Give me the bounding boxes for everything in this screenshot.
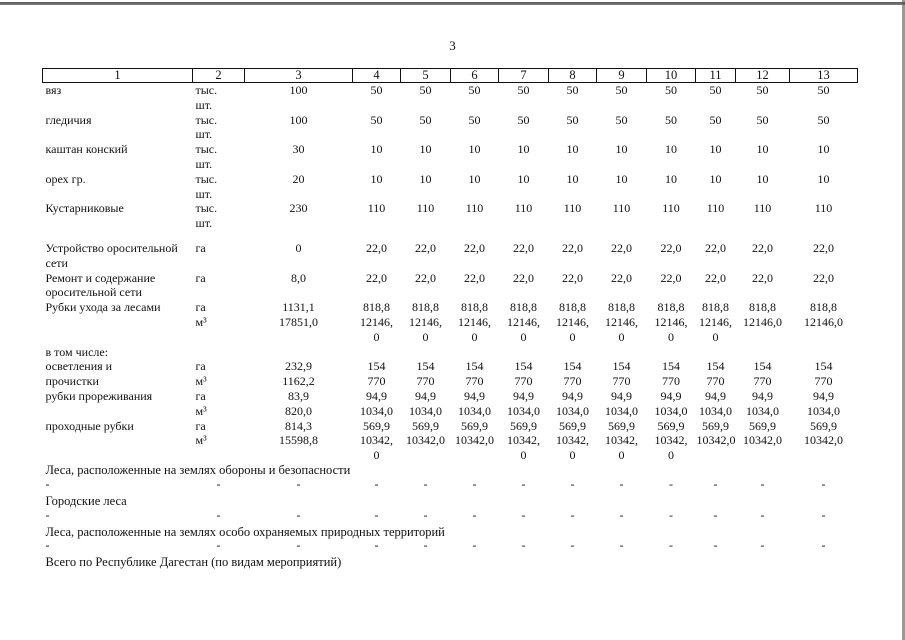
dash-cell: - — [570, 539, 575, 553]
value-cell: 10 — [566, 142, 579, 157]
value-cell: 110 — [563, 201, 582, 216]
dash-cell: - — [619, 477, 624, 491]
dash-cell: - — [669, 508, 673, 522]
value-cell: 818,8 12146, 0 — [654, 300, 688, 344]
value-cell: 50 — [817, 112, 830, 127]
column-header-11: 11 — [696, 69, 736, 83]
value-cell: 10 — [817, 171, 830, 186]
value-cell: 10 — [615, 142, 628, 157]
dash-cell: - — [423, 508, 428, 522]
dash-cell: - — [374, 508, 379, 522]
column-header-8: 8 — [549, 69, 597, 83]
value-cell: 154 770 — [465, 359, 484, 389]
value-cell: 94,9 1034,0 — [654, 388, 688, 418]
spacer-row — [43, 231, 858, 241]
dash-cell: - — [713, 508, 718, 522]
dash-cell: - — [760, 539, 765, 553]
value-cell — [647, 345, 696, 360]
dash-cell: - — [669, 477, 673, 491]
measure-name: каштан конский — [45, 142, 128, 157]
value-cell: 22,0 — [752, 240, 773, 255]
value-cell: 22,0 — [562, 270, 583, 285]
column-header-1: 1 — [43, 69, 193, 83]
value-cell: 50 — [665, 83, 677, 97]
value-cell: 50 — [817, 83, 830, 97]
value-cell: 154 770 — [367, 359, 386, 389]
measure-name: Рубки ухода за лесами — [45, 300, 161, 315]
measure-name: вяз — [45, 83, 62, 97]
value-cell: 569,9 10342, 0 — [507, 418, 540, 463]
unit-cell: тыс. шт. — [195, 171, 218, 201]
value-cell: 818,8 12146, 0 — [556, 300, 589, 344]
value-cell: 818,8 12146,0 — [743, 300, 782, 329]
value-cell: 110 — [416, 201, 435, 216]
total-cell: 30 — [292, 142, 305, 157]
value-cell: 22,0 — [611, 240, 632, 255]
section-heading-row — [43, 525, 858, 540]
table-row — [43, 172, 858, 202]
empty-values-row — [43, 509, 858, 525]
unit-cell: тыс. шт. — [195, 83, 218, 112]
column-header-2: 2 — [193, 69, 245, 83]
value-cell: 10 — [517, 142, 530, 157]
dash-cell: - — [521, 539, 526, 553]
table-row — [43, 271, 858, 301]
dash-cell: - — [472, 508, 477, 522]
page-number: 3 — [449, 38, 456, 53]
measure-name: осветления и прочистки — [45, 359, 113, 389]
value-cell: 10 — [468, 171, 481, 186]
value-cell: 94,9 1034,0 — [507, 388, 540, 418]
column-header-10: 10 — [647, 69, 696, 83]
value-cell: 569,9 10342,0 — [743, 418, 782, 448]
value-cell — [790, 345, 858, 360]
value-cell: 22,0 — [705, 270, 726, 285]
dash-cell: - — [521, 477, 526, 491]
value-cell: 10 — [468, 142, 481, 157]
value-cell: 10 — [370, 171, 383, 186]
value-cell: 50 — [517, 112, 530, 127]
value-cell: 22,0 — [513, 270, 534, 285]
measure-name: рубки прореживания — [45, 388, 153, 403]
value-cell: 22,0 — [415, 270, 436, 285]
value-cell: 10 — [665, 171, 677, 186]
value-cell: 569,9 10342, 0 — [556, 418, 589, 463]
value-cell: 50 — [370, 112, 383, 127]
value-cell: 10 — [817, 142, 830, 157]
section-heading: Леса, расположенные на землях обороны и безопасности — [45, 462, 351, 477]
column-header-5: 5 — [401, 69, 451, 83]
unit-cell — [193, 345, 245, 360]
column-header-7: 7 — [499, 69, 549, 83]
measure-name: в том числе: — [45, 344, 109, 359]
column-header-6: 6 — [451, 69, 499, 83]
value-cell: 50 — [566, 112, 579, 127]
value-cell: 22,0 — [464, 270, 485, 285]
value-cell — [353, 345, 401, 360]
table-body — [43, 83, 858, 571]
value-cell: 154 770 — [612, 359, 631, 389]
table-row — [43, 300, 858, 344]
dash-cell: - — [296, 508, 301, 522]
unit-cell: тыс. шт. — [195, 142, 218, 171]
total-cell — [245, 345, 353, 360]
section-heading-row — [43, 463, 858, 478]
column-header-12: 12 — [736, 69, 790, 83]
forestry-measures-table — [42, 68, 858, 570]
value-cell: 154 770 — [706, 359, 725, 389]
total-cell: 0 — [295, 240, 302, 255]
dash-cell: - — [423, 539, 428, 553]
value-cell — [549, 345, 597, 360]
value-cell: 22,0 — [611, 270, 632, 285]
value-cell — [597, 345, 647, 360]
dash-cell: - — [216, 508, 221, 522]
value-cell: 569,9 10342,0 — [804, 418, 843, 448]
value-cell: 569,9 10342,0 — [696, 418, 736, 448]
dash-cell: - — [760, 477, 765, 491]
value-cell: 50 — [756, 83, 769, 97]
value-cell: 22,0 — [752, 270, 773, 285]
section-heading-row — [43, 555, 858, 570]
value-cell: 10 — [709, 171, 722, 186]
value-cell: 94,9 1034,0 — [360, 388, 393, 418]
unit-cell: тыс. шт. — [195, 112, 218, 142]
value-cell: 110 — [706, 201, 725, 216]
measure-name: Кустарниковые — [45, 201, 124, 216]
value-cell: 10 — [517, 171, 530, 186]
column-header-4: 4 — [353, 69, 401, 83]
table-row — [43, 389, 858, 419]
total-cell: 8,0 — [291, 270, 306, 285]
value-cell: 818,8 12146, 0 — [699, 300, 732, 344]
value-cell — [696, 345, 736, 360]
dash-cell: - — [374, 539, 379, 553]
value-cell: 50 — [566, 83, 579, 97]
value-cell — [499, 345, 549, 360]
dash-cell: - — [570, 477, 575, 491]
total-cell: 20 — [292, 171, 305, 186]
dash-cell: - — [570, 508, 575, 522]
value-cell: 110 — [814, 201, 833, 216]
unit-cell: га — [195, 240, 206, 255]
unit-cell: тыс. шт. — [195, 201, 218, 231]
value-cell: 569,9 10342,0 — [455, 418, 494, 448]
dash-cell: - — [296, 539, 301, 553]
dash-cell: - — [472, 477, 477, 491]
value-cell: 110 — [367, 201, 386, 216]
table-row — [43, 142, 858, 172]
value-cell: 50 — [419, 83, 432, 97]
dash-cell: - — [821, 508, 826, 522]
table-row — [43, 359, 858, 389]
table-row — [43, 241, 858, 271]
total-cell: 814,3 15598,8 — [279, 418, 318, 448]
dash-cell: - — [669, 539, 673, 553]
value-cell: 154 770 — [563, 359, 582, 389]
value-cell: 22,0 — [366, 270, 387, 285]
value-cell: 110 — [465, 201, 484, 216]
table-row — [43, 83, 858, 113]
value-cell: 22,0 — [464, 240, 485, 255]
dash-cell: - — [296, 477, 301, 491]
total-cell: 100 — [289, 83, 308, 97]
unit-cell: га м³ — [195, 300, 207, 329]
column-number-row — [43, 69, 858, 83]
unit-cell: га м³ — [195, 388, 207, 418]
dash-cell: - — [45, 539, 50, 553]
dash-cell: - — [45, 508, 50, 522]
value-cell: 569,9 10342, 0 — [360, 418, 393, 463]
total-cell: 100 — [289, 112, 308, 127]
value-cell: 94,9 1034,0 — [699, 388, 732, 418]
measure-name: Устройство оросительной сети — [45, 240, 178, 270]
value-cell: 94,9 1034,0 — [556, 388, 589, 418]
value-cell: 22,0 — [813, 240, 834, 255]
measure-name: гледичия — [45, 112, 92, 127]
value-cell: 10 — [419, 171, 432, 186]
value-cell: 154 770 — [753, 359, 772, 389]
total-cell: 230 — [289, 201, 308, 216]
value-cell: 818,8 12146, 0 — [458, 300, 491, 344]
unit-cell: га м³ — [195, 359, 207, 389]
dash-cell: - — [216, 539, 221, 553]
column-header-13: 13 — [790, 69, 858, 83]
value-cell: 10 — [419, 142, 432, 157]
dash-cell: - — [713, 539, 718, 553]
value-cell: 818,8 12146, 0 — [360, 300, 393, 344]
value-cell: 50 — [370, 83, 383, 97]
value-cell: 22,0 — [705, 240, 726, 255]
dash-cell: - — [45, 477, 50, 491]
value-cell: 10 — [756, 142, 769, 157]
value-cell: 22,0 — [513, 240, 534, 255]
value-cell: 22,0 — [366, 240, 387, 255]
dash-cell: - — [760, 508, 765, 522]
value-cell: 22,0 — [660, 270, 682, 285]
value-cell: 10 — [615, 171, 628, 186]
value-cell: 10 — [665, 142, 677, 157]
total-cell: 232,9 1162,2 — [282, 359, 315, 389]
table-row — [43, 419, 858, 463]
table-row — [43, 345, 858, 360]
dash-cell: - — [713, 477, 718, 491]
dash-cell: - — [423, 477, 428, 491]
total-cell: 83,9 820,0 — [285, 388, 312, 418]
value-cell: 50 — [709, 83, 722, 97]
dash-cell: - — [619, 539, 624, 553]
value-cell: 50 — [517, 83, 530, 97]
value-cell — [451, 345, 499, 360]
dash-cell: - — [374, 477, 379, 491]
dash-cell: - — [521, 508, 526, 522]
value-cell: 154 770 — [514, 359, 533, 389]
table-row — [43, 201, 858, 231]
measure-name: Ремонт и содержание оросительной сети — [45, 270, 156, 300]
value-cell: 50 — [665, 112, 677, 127]
measure-name: орех гр. — [45, 171, 86, 186]
value-cell: 10 — [709, 142, 722, 157]
column-header-9: 9 — [597, 69, 647, 83]
value-cell: 154 770 — [416, 359, 435, 389]
value-cell: 154 770 — [662, 359, 680, 389]
value-cell: 10 — [566, 171, 579, 186]
value-cell: 94,9 1034,0 — [746, 388, 779, 418]
value-cell: 10 — [370, 142, 383, 157]
value-cell: 50 — [468, 112, 481, 127]
value-cell: 154 770 — [814, 359, 833, 389]
value-cell: 22,0 — [415, 240, 436, 255]
value-cell: 110 — [514, 201, 533, 216]
total-cell: 1131,1 17851,0 — [279, 300, 318, 329]
value-cell: 50 — [615, 112, 628, 127]
column-header-3: 3 — [245, 69, 353, 83]
value-cell: 10 — [756, 171, 769, 186]
dash-cell: - — [821, 539, 826, 553]
section-heading: Леса, расположенные на землях особо охраняемых природных территорий — [45, 524, 445, 539]
value-cell: 818,8 12146, 0 — [409, 300, 442, 344]
value-cell: 50 — [468, 83, 481, 97]
value-cell: 22,0 — [562, 240, 583, 255]
dash-cell: - — [216, 477, 221, 491]
value-cell: 50 — [756, 112, 769, 127]
empty-values-row — [43, 539, 858, 555]
value-cell: 50 — [419, 112, 432, 127]
measure-name: проходные рубки — [45, 418, 134, 433]
value-cell: 569,9 10342, 0 — [605, 418, 638, 463]
value-cell: 818,8 12146, 0 — [605, 300, 638, 344]
empty-values-row — [43, 478, 858, 494]
value-cell: 110 — [753, 201, 772, 216]
value-cell: 94,9 1034,0 — [409, 388, 442, 418]
unit-cell: га м³ — [195, 418, 207, 448]
value-cell: 110 — [612, 201, 631, 216]
value-cell: 50 — [615, 83, 628, 97]
value-cell: 22,0 — [813, 270, 834, 285]
value-cell: 818,8 12146, 0 — [507, 300, 540, 344]
dash-cell: - — [619, 508, 624, 522]
value-cell: 569,9 10342, 0 — [654, 418, 688, 463]
table-row — [43, 113, 858, 143]
value-cell: 50 — [709, 112, 722, 127]
value-cell: 569,9 10342,0 — [406, 418, 445, 448]
section-heading: Всего по Республике Дагестан (по видам мероприятий) — [45, 555, 342, 570]
value-cell — [736, 345, 790, 360]
value-cell: 22,0 — [660, 240, 682, 255]
value-cell: 94,9 1034,0 — [605, 388, 638, 418]
value-cell: 110 — [662, 201, 680, 216]
value-cell: 94,9 1034,0 — [807, 388, 840, 418]
dash-cell: - — [821, 477, 826, 491]
value-cell: 94,9 1034,0 — [458, 388, 491, 418]
section-heading-row — [43, 494, 858, 509]
dash-cell: - — [472, 539, 477, 553]
unit-cell: га — [195, 270, 206, 285]
spacer-cell — [43, 231, 858, 241]
scan-edge-top — [0, 2, 905, 5]
value-cell — [401, 345, 451, 360]
value-cell: 818,8 12146,0 — [804, 300, 843, 329]
section-heading: Городские леса — [45, 493, 127, 508]
